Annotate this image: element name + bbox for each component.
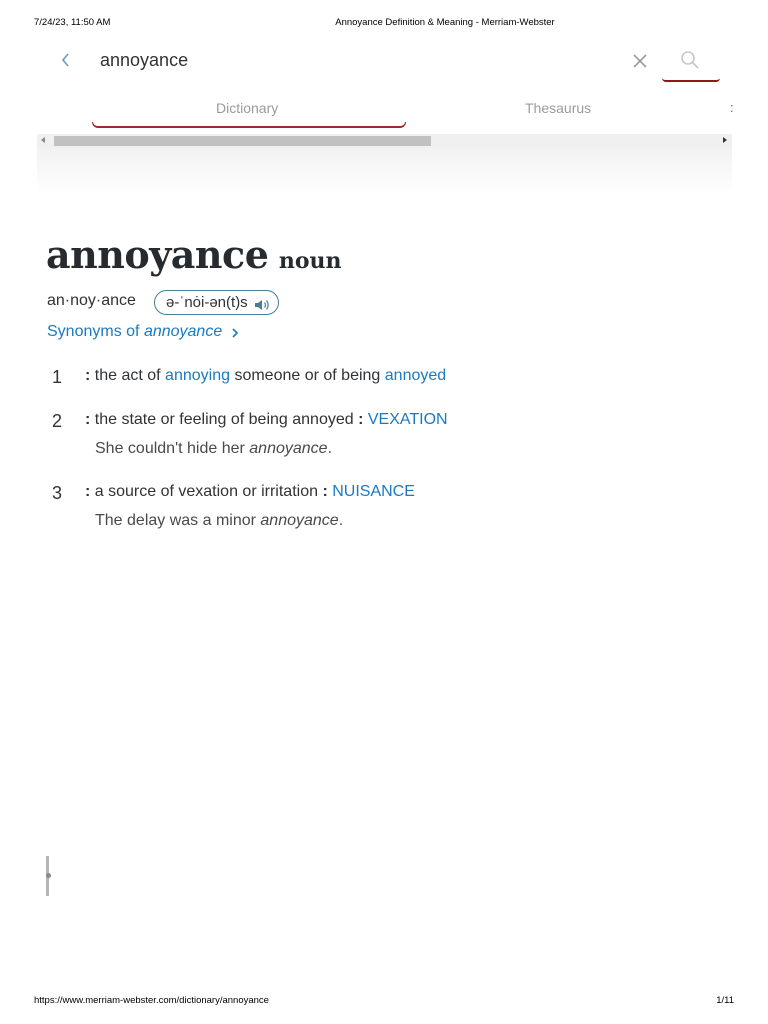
- entry-header: [46, 232, 342, 277]
- synonyms-word: annoyance: [143, 323, 223, 340]
- example-sentence: [95, 440, 332, 458]
- sense-definition: [85, 411, 448, 429]
- chevron-right-icon: [231, 326, 239, 338]
- sense-colon: :: [85, 411, 91, 428]
- syllables: an·noy·ance: [47, 292, 136, 309]
- tab-dictionary[interactable]: Dictionary: [216, 100, 279, 116]
- print-header: [0, 17, 768, 29]
- link-annoyed[interactable]: annoyed: [384, 367, 447, 384]
- example-text: The delay was a minor: [95, 512, 261, 529]
- print-url: https://www.merriam-webster.com/dictionary/annoyance: [34, 995, 269, 1006]
- tab-more[interactable]: :: [730, 100, 734, 115]
- xref-nuisance[interactable]: NUISANCE: [332, 483, 415, 500]
- sense-number: 1: [52, 367, 63, 387]
- example-sentence: [95, 512, 343, 530]
- search-icon[interactable]: [680, 50, 700, 70]
- example-headword: annoyance: [260, 512, 339, 529]
- pronunciation-text: ə-ˈnȯi-ən(t)s: [166, 294, 248, 311]
- pronunciation-button[interactable]: [154, 290, 279, 315]
- synonym-colon: :: [322, 483, 328, 500]
- chevron-left-icon[interactable]: [58, 50, 74, 70]
- search-bar: [36, 40, 732, 84]
- scroll-left-icon[interactable]: [41, 137, 45, 143]
- scroll-right-icon[interactable]: [723, 137, 727, 143]
- scroll-handle-dot: [46, 873, 51, 878]
- header-shadow: [37, 148, 732, 194]
- example-text: She couldn't hide her: [95, 440, 250, 457]
- print-title: Annoyance Definition & Meaning - Merriam-Webster: [335, 17, 555, 28]
- synonyms-link[interactable]: [47, 323, 239, 341]
- print-date: 7/24/23, 11:50 AM: [34, 17, 111, 28]
- search-input[interactable]: annoyance: [100, 50, 189, 70]
- speaker-icon: [254, 296, 271, 310]
- definition-text: someone or of being: [230, 367, 385, 384]
- sense-colon: :: [85, 483, 91, 500]
- sense-number: 3: [52, 483, 63, 503]
- definition-text: a source of vexation or irritation: [90, 483, 323, 500]
- sense-definition: [85, 483, 415, 501]
- search-button-underline: [662, 78, 720, 82]
- xref-vexation[interactable]: VEXATION: [367, 411, 448, 428]
- sense-colon: :: [85, 367, 91, 384]
- synonyms-prefix: Synonyms of: [47, 323, 140, 340]
- sense-number: 2: [52, 411, 63, 431]
- tab-thesaurus[interactable]: Thesaurus: [525, 100, 592, 116]
- example-headword: annoyance: [249, 440, 328, 457]
- close-icon[interactable]: [632, 53, 648, 69]
- definition-text: the act of: [90, 367, 166, 384]
- part-of-speech: noun: [278, 248, 342, 274]
- definition-text: the state or feeling of being annoyed: [90, 411, 359, 428]
- example-end: .: [327, 440, 333, 457]
- side-scroll-handle[interactable]: [46, 856, 49, 896]
- sense-definition: [85, 367, 446, 385]
- scrollbar-thumb[interactable]: [54, 136, 431, 146]
- print-page-number: 1/11: [716, 995, 734, 1006]
- example-end: .: [338, 512, 344, 529]
- tab-bar: [36, 96, 732, 132]
- link-annoying[interactable]: annoying: [165, 367, 230, 384]
- headword: annoyance: [46, 232, 269, 277]
- synonym-colon: :: [358, 411, 364, 428]
- horizontal-scrollbar[interactable]: [37, 134, 732, 148]
- active-tab-indicator: [92, 122, 406, 128]
